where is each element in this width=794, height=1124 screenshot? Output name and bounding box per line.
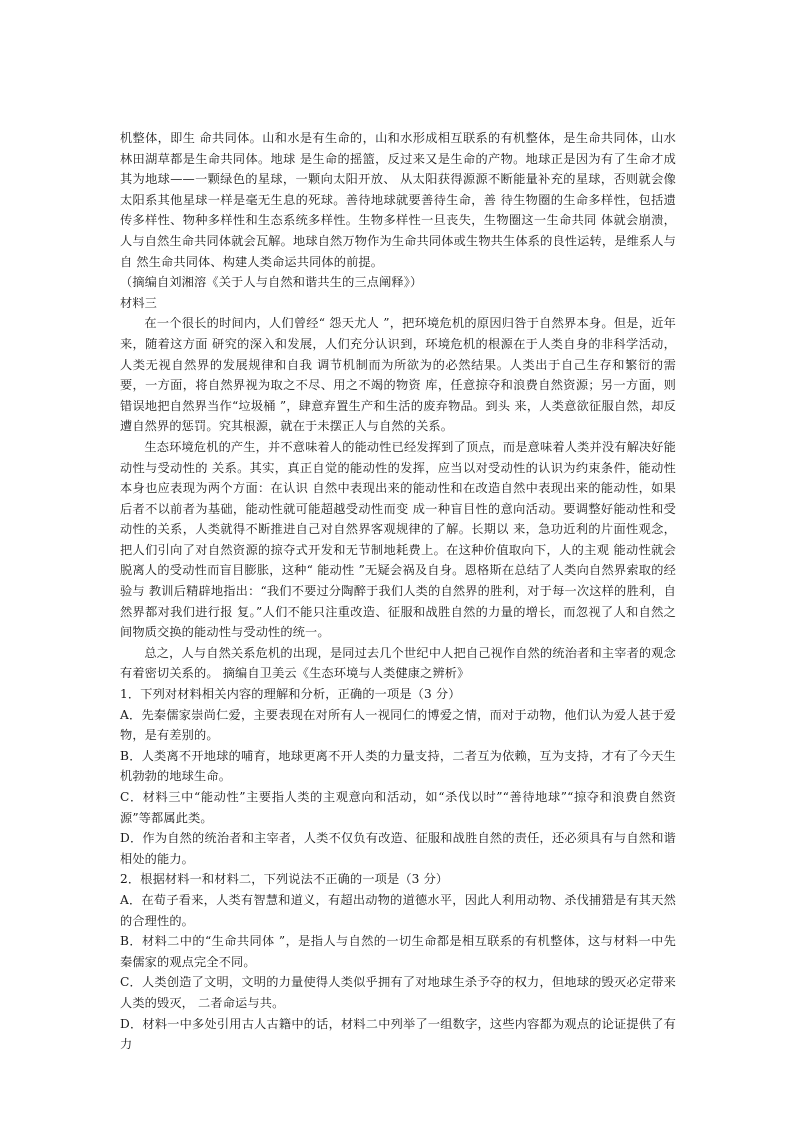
paragraph-conclusion-citation: 总之，人与自然关系危机的出现，是同过去几个世纪中人把自己视作自然的统治者和主宰者的观念有着密切关系的。 摘编自卫美云《生态环境与人类健康之辨析》 xyxy=(120,645,676,681)
paragraph-agency-passivity: 生态环境危机的产生，并不意味着人的能动性已经发挥到了顶点，而是意味着人类并没有解决好能动性与受动性的 关系。其实，真正自觉的能动性的发挥，应当以对受动性的认识为约束条件，能动性本身也应表现为两个方面：在认识 自然中表现出来的能动性和在改造自然中表现出来的能动性，如果后者不以前者为基础，能动性就可能超越受动性而变 成一种盲目性的意向活动。要调整好能动性和受动性的关系，人类就得不断推进自己对自然界客观规律的了解。长期以 来，急功近利的片面性观念，把人们引向了对自然资源的掠夺式开发和无节制地耗费上。在这种价值取向下，人的主观 能动性就会脱离人的受动性而盲目膨胀，这种“ 能动性 ”无疑会祸及自身。恩格斯在总结了人类向自然界索取的经验与 教训后精辟地指出：“我们不要过分陶醉于我们人类的自然界的胜利，对于每一次这样的胜利，自然界都对我们进行报 复。”人们不能只注重改造、征服和战胜自然的力量的增长，而忽视了人和自然之间物质交换的能动性与受动性的统一。 xyxy=(120,439,676,640)
option-c: C．材料三中“能动性”主要指人类的主观意向和活动，如“杀伐以时”“善待地球”“掠夺和浪费自然资源”等都属此类。 xyxy=(120,790,676,825)
question-stem: 1．下列对材料相关内容的理解和分析，正确的一项是（3 分） xyxy=(120,687,461,702)
source-citation-material-2: （摘编自刘湘溶《关于人与自然和谐共生的三点阐释》） xyxy=(120,275,423,290)
option-d: D．作为自然的统治者和主宰者，人类不仅负有改造、征服和战胜自然的责任，还必须具有与自然和谐相处的能力。 xyxy=(120,831,676,866)
document-page xyxy=(120,128,676,1055)
option-a: A．先秦儒家崇尚仁爱，主要表现在对所有人一视同仁的博爱之情，而对于动物，他们认为爱人甚于爱物，是有差别的。 xyxy=(120,707,676,743)
option-d: D．材料一中多处引用古人古籍中的话，材料二中列举了一组数字，这些内容都为观点的论证提供了有力 xyxy=(120,1016,676,1052)
question-2 xyxy=(120,869,676,1054)
option-b: B．材料二中的“生命共同体 ”，是指人与自然的一切生命都是相互联系的有机整体，这与材料一中先秦儒家的观点完全不同。 xyxy=(120,934,676,969)
paragraph-environment-crisis: 在一个很长的时间内，人们曾经“ 怨天尤人 ”，把环境危机的原因归咎于自然界本身。但是，近年来，随着这方面 研究的深入和发展，人们充分认识到，环境危机的根源在于人类自身的非科学活动，人类无视自然界的发展规律和自我 调节机制而为所欲为的必然结果。人类出于自己生存和繁衍的需要，一方面，将自然界视为取之不尽、用之不竭的物资 库，任意掠夺和浪费自然资源；另一方面，则错误地把自然界当作“垃圾桶 ”，肆意弃置生产和生活的废弃物品。到头 来，人类意欲征服自然，却反遭自然界的惩罚。究其根源，就在于未摆正人与自然的关系。 xyxy=(120,316,676,434)
paragraph-life-community: 机整体，即生 命共同体。山和水是有生命的，山和水形成相互联系的有机整体，是生命共同体，山水林田湖草都是生命共同体。地球 是生命的摇篮，反过来又是生命的产物。地球正是因为有了生命才成其为地球——一颗绿色的星球，一颗向太阳开放、 从太阳获得源源不断能量补充的星球，否则就会像太阳系其他星球一样是毫无生息的死球。善待地球就要善待生命，善 待生物圈的生命多样性，包括遗传多样性、物种多样性和生态系统多样性。生物多样性一旦丧失，生物圈这一生命共同 体就会崩溃，人与自然生命共同体就会瓦解。地球自然万物作为生命共同体或生物共生体系的良性运转，是维系人与自 然生命共同体、构建人类命运共同体的前提。 xyxy=(120,131,676,269)
question-stem: 2．根据材料一和材料二，下列说法不正确的一项是（3 分） xyxy=(120,872,449,887)
question-1 xyxy=(120,684,676,869)
option-b: B．人类离不开地球的哺育，地球更离不开人类的力量支持，二者互为依赖，互为支持，才有了今天生机勃勃的地球生命。 xyxy=(120,748,676,784)
material-3-heading: 材料三 xyxy=(120,295,158,310)
option-a: A．在荀子看来，人类有智慧和道义，有超出动物的道德水平，因此人利用动物、杀伐捕猎是有其天然的合理性的。 xyxy=(120,892,676,928)
option-c: C．人类创造了文明，文明的力量使得人类似乎拥有了对地球生杀予夺的权力，但地球的毁灭必定带来人类的毁灭， 二者命运与共。 xyxy=(120,975,676,1010)
